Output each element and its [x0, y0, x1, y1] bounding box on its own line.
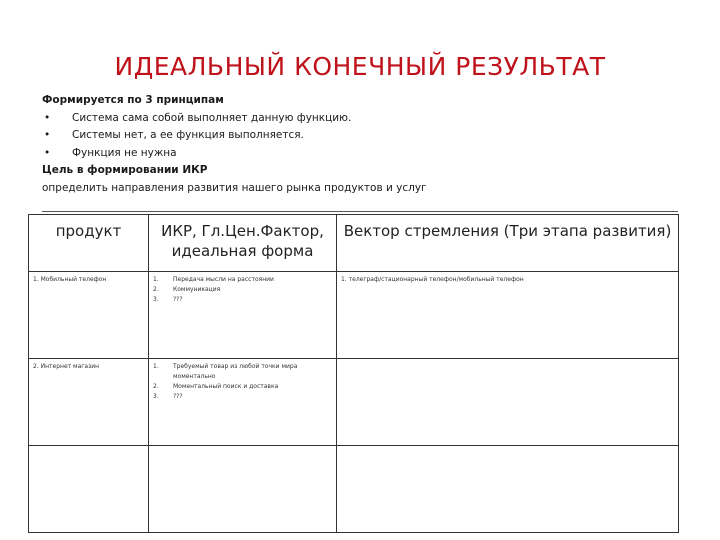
list-item: [153, 295, 332, 305]
column-header-ikr: ИКР, Гл.Цен.Фактор, идеальная форма: [149, 215, 337, 272]
list-item: [153, 362, 332, 382]
item-text: Требуемый товар из любой точки мира моментально: [173, 363, 298, 380]
ikr-table: [28, 214, 679, 533]
list-item: [153, 382, 332, 392]
bullet-item: [42, 127, 692, 145]
item-number: 3.: [153, 393, 159, 400]
product-cell: [29, 446, 149, 533]
table-row: [29, 359, 679, 446]
item-number: 3.: [153, 296, 159, 303]
table-row: [29, 446, 679, 533]
item-number: 2.: [153, 383, 159, 390]
item-text: Передача мысли на расстоянии: [173, 276, 274, 283]
bullet-item: [42, 145, 692, 163]
column-header-vector: Вектор стремления (Три этапа развития): [337, 215, 679, 272]
bullet-icon: •: [44, 146, 51, 159]
bullet-icon: •: [44, 129, 51, 141]
page-title: ИДЕАЛЬНЫЙ КОНЕЧНЫЙ РЕЗУЛЬТАТ: [114, 52, 606, 81]
intro-block: [42, 92, 692, 197]
item-text: ???: [173, 393, 183, 400]
product-cell: 2. Интернет магазин: [29, 359, 149, 446]
item-number: 2.: [153, 286, 159, 293]
bullet-icon: •: [44, 111, 51, 124]
list-item: [153, 275, 332, 285]
list-item: [153, 285, 332, 295]
list-item: [153, 392, 332, 402]
divider: [42, 211, 678, 212]
table-header-row: [29, 215, 679, 272]
goal-text: определить направления развития нашего рынка продуктов и услуг: [42, 181, 427, 194]
ikr-cell: [149, 359, 337, 446]
vector-cell: 1. телеграф/стационарный телефон/мобильный телефон: [337, 272, 679, 359]
item-number: 1.: [153, 363, 159, 370]
item-number: 1.: [153, 276, 159, 283]
column-header-product: продукт: [29, 215, 149, 272]
ikr-cell: [149, 446, 337, 533]
vector-cell: [337, 446, 679, 533]
ikr-list: [153, 275, 332, 305]
vector-cell: [337, 359, 679, 446]
item-text: Коммуникация: [173, 286, 221, 293]
bullet-text: Системы нет, а ее функция выполняется.: [72, 129, 304, 141]
item-text: Моментальный поиск и доставка: [173, 383, 279, 390]
ikr-cell: [149, 272, 337, 359]
bullet-text: Система сама собой выполняет данную функцию.: [72, 111, 352, 124]
item-text: ???: [173, 296, 183, 303]
principles-heading: Формируется по 3 принципам: [42, 94, 224, 106]
goal-heading: Цель в формировании ИКР: [42, 164, 208, 176]
bullet-item: [42, 110, 692, 128]
ikr-list: [153, 362, 332, 402]
bullet-text: Функция не нужна: [72, 146, 177, 159]
product-cell: 1. Мобильный телефон: [29, 272, 149, 359]
table-row: [29, 272, 679, 359]
